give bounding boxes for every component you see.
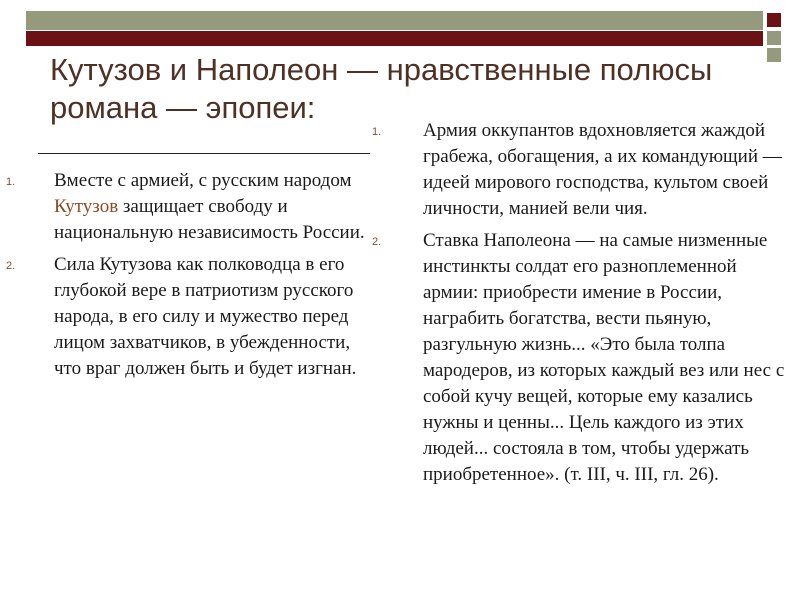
corner-square-dark [767,13,781,27]
list-number: 1. [6,176,16,188]
slide-title: Кутузов и Наполеон — нравственные полюсы романа — эпопеи: [50,52,713,125]
header-bar-light [26,11,763,30]
corner-square-light-1 [767,31,781,45]
title-divider [38,153,370,154]
item-text: Вместе с армией, с русским народом [54,170,352,191]
left-list-item-2 [6,252,369,382]
item-text: защищает свободу и национальную независимость России. [54,196,365,243]
right-list-item-2 [372,228,793,488]
left-list [6,168,369,388]
highlighted-name: Кутузов [54,196,119,217]
list-number: 2. [372,236,382,248]
item-text: Армия оккупантов вдохновляется жаждой грабежа, обогащения, а их командующий — идеей мирового господства, культом своей личности, манией вели чия. [423,120,782,219]
item-text: Ставка Наполеона — на самые низменные инстинкты солдат его разноплеменной армии: приобрести имение в России, награбить богатства, вести пьяную, разгульную жизнь... «Это была толпа мародеров, из которых каждый вез или нес с собой кучу вещей, которые ему казались нужны и ценны... Цель каждого из этих людей... состояла в том, чтобы удержать приобретенное». (т. III, ч. III, гл. 26). [423,230,785,485]
left-list-item-1 [6,168,369,246]
header-bar-dark [26,31,763,46]
item-text: Сила Кутузова как полководца в его глубокой вере в патриотизм русского народа, в его силу и мужество перед лицом захватчиков, в убежденности, что враг должен быть и будет изгнан. [54,254,357,379]
list-number: 1. [372,126,382,138]
list-number: 2. [6,260,16,272]
right-list [372,118,793,494]
right-list-item-1 [372,118,793,222]
